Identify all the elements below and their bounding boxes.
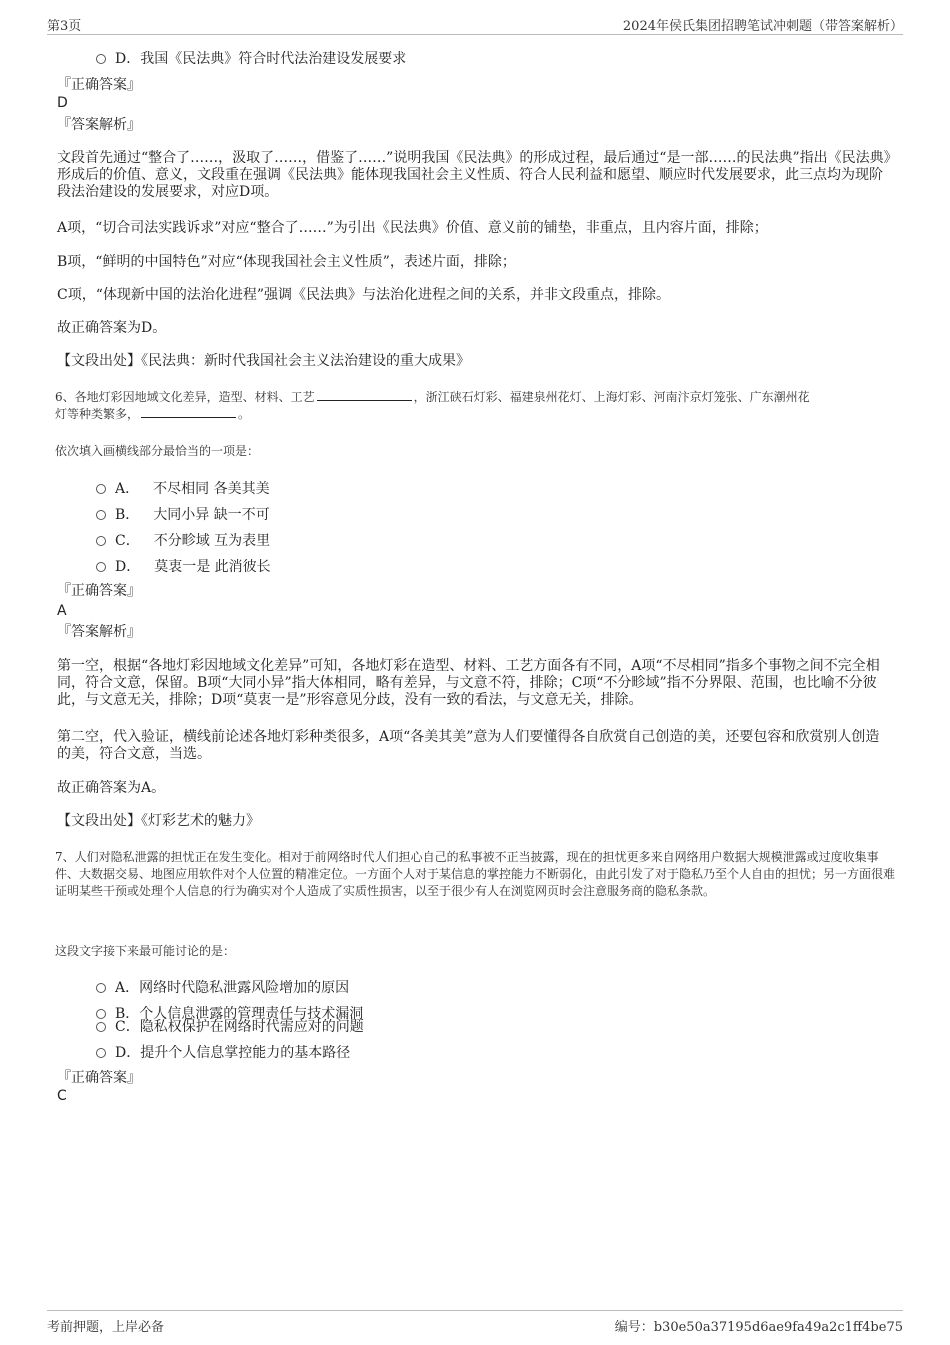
radio-icon[interactable]	[96, 1022, 106, 1032]
q6-stem-part: 。	[238, 407, 251, 421]
q6-analysis-1: 第一空，根据“各地灯彩因地域文化差异”可知，各地灯彩在造型、材料、工艺方面各有不同，A项“不尽相同”指多个事物之间不完全相同，符合文意，保留。B项“大同小异”指大体相同，略有差异，与文意不符，排除；C项“不分畛域”指不分界限、范围，也比喻不分彼此，与文意无关，排除；D项“莫衷一是”形容意见分歧，没有一致的看法，与文意无关，排除。	[57, 658, 880, 708]
blank-line	[141, 407, 236, 418]
q5-option-d[interactable]	[96, 48, 406, 66]
radio-icon[interactable]	[96, 1048, 106, 1058]
q6-option-d[interactable]	[96, 556, 271, 574]
radio-icon[interactable]	[96, 983, 106, 993]
q7-option-a[interactable]	[96, 977, 349, 995]
option-text: 大同小异 缺一不可	[153, 507, 270, 523]
radio-icon[interactable]	[96, 562, 106, 572]
radio-icon[interactable]	[96, 536, 106, 546]
q5-analysis-4: C项，“体现新中国的法治化进程”强调《民法典》与法治化进程之间的关系，并非文段重点，排除。	[57, 287, 671, 303]
page-header	[47, 12, 903, 35]
q5-answer: D	[57, 95, 68, 111]
q7-option-d[interactable]	[96, 1042, 350, 1060]
q7-answer: C	[57, 1088, 67, 1104]
option-letter: B．	[115, 507, 140, 523]
q6-answer: A	[57, 603, 67, 619]
q6-analysis-2: 第二空，代入验证，横线前论述各地灯彩种类很多，A项“各美其美”意为人们要懂得各自欣赏自己创造的美，还要包容和欣赏别人创造的美，符合文意，当选。	[57, 729, 880, 762]
footer-slogan: 考前押题，上岸必备	[47, 1320, 165, 1335]
option-text: 不分畛域 互为表里	[153, 533, 271, 549]
q5-analysis-3: B项，“鲜明的中国特色”对应“体现我国社会主义性质”，表述片面，排除；	[57, 254, 516, 270]
option-text: 莫衷一是 此消彼长	[154, 559, 271, 575]
radio-icon[interactable]	[96, 54, 106, 64]
q6-answer-label: 『正确答案』	[57, 583, 141, 599]
q5-conclusion: 故正确答案为D。	[57, 320, 167, 336]
radio-icon[interactable]	[96, 510, 106, 520]
q7-answer-label: 『正确答案』	[57, 1070, 141, 1086]
q5-analysis-label: 『答案解析』	[57, 117, 141, 133]
option-text: 不尽相同 各美其美	[153, 481, 270, 497]
option-text: B．个人信息泄露的管理责任与技术漏洞	[115, 1006, 364, 1022]
blank-line	[317, 390, 412, 401]
option-letter: C．	[115, 533, 140, 549]
q6-prompt: 依次填入画横线部分最恰当的一项是：	[55, 444, 260, 458]
q6-source: 【文段出处】《灯彩艺术的魅力》	[57, 813, 260, 829]
option-text: D．提升个人信息掌控能力的基本路径	[115, 1045, 351, 1061]
q6-option-c[interactable]	[96, 530, 270, 548]
q5-analysis-2: A项，“切合司法实践诉求”对应“整合了……”为引出《民法典》价值、意义前的铺垫，非重点，且内容片面，排除；	[57, 220, 768, 236]
q7-stem: 7、人们对隐私泄露的担忧正在发生变化。相对于前网络时代人们担心自己的私事被不正当披露，现在的担忧更多来自网络用户数据大规模泄露或过度收集事件、大数据交易、地图应用软件对个人位置的精准定位。一方面个人对于某信息的掌控能力不断弱化，由此引发了对于隐私乃至个人自由的担忧；另一方面很难证明某些干预或处理个人信息的行为确实对个人造成了实质性损害，以至于很少有人在浏览网页时会注意服务商的隐私条款。	[55, 850, 896, 898]
q5-option-d-text: D．我国《民法典》符合时代法治建设发展要求	[115, 51, 407, 67]
document-id: 编号：b30e50a37195d6ae9fa49a2c1ff4be75	[614, 1320, 903, 1335]
q7-option-c[interactable]	[96, 1016, 364, 1034]
q6-stem-part: 6、各地灯彩因地域文化差异，造型、材料、工艺	[55, 390, 315, 404]
page-number: 第3页	[47, 19, 82, 34]
page-footer	[47, 1310, 903, 1333]
q6-analysis-label: 『答案解析』	[57, 624, 141, 640]
radio-icon[interactable]	[96, 484, 106, 494]
q6-conclusion: 故正确答案为A。	[57, 780, 166, 796]
q6-option-b[interactable]	[96, 504, 270, 522]
option-letter: D．	[115, 559, 141, 575]
q6-stem-part: 灯等种类繁多，	[55, 407, 140, 421]
q5-answer-label: 『正确答案』	[57, 77, 141, 93]
q6-stem	[55, 389, 895, 423]
q6-stem-part: ，浙江硖石灯彩、福建泉州花灯、上海灯彩、河南汴京灯笼张、广东潮州花	[413, 390, 810, 404]
option-text: C．隐私权保护在网络时代需应对的问题	[115, 1019, 364, 1035]
q6-option-a[interactable]	[96, 478, 270, 496]
q7-prompt: 这段文字接下来最可能讨论的是：	[55, 944, 236, 958]
option-letter: A．	[115, 481, 140, 497]
q5-analysis-1: 文段首先通过“整合了……，汲取了……，借鉴了……”说明我国《民法典》的形成过程，最后通过“是一部……的民法典”指出《民法典》形成后的价值、意义，文段重在强调《民法典》能体现我国社会主义性质、符合人民利益和愿望、顺应时代发展要求，此三点均为现阶段法治建设的发展要求，对应D项。	[57, 150, 891, 200]
q5-source: 【文段出处】《民法典：新时代我国社会主义法治建设的重大成果》	[57, 353, 470, 369]
option-text: A．网络时代隐私泄露风险增加的原因	[115, 980, 350, 996]
document-title: 2024年侯氏集团招聘笔试冲刺题（带答案解析）	[622, 19, 903, 34]
